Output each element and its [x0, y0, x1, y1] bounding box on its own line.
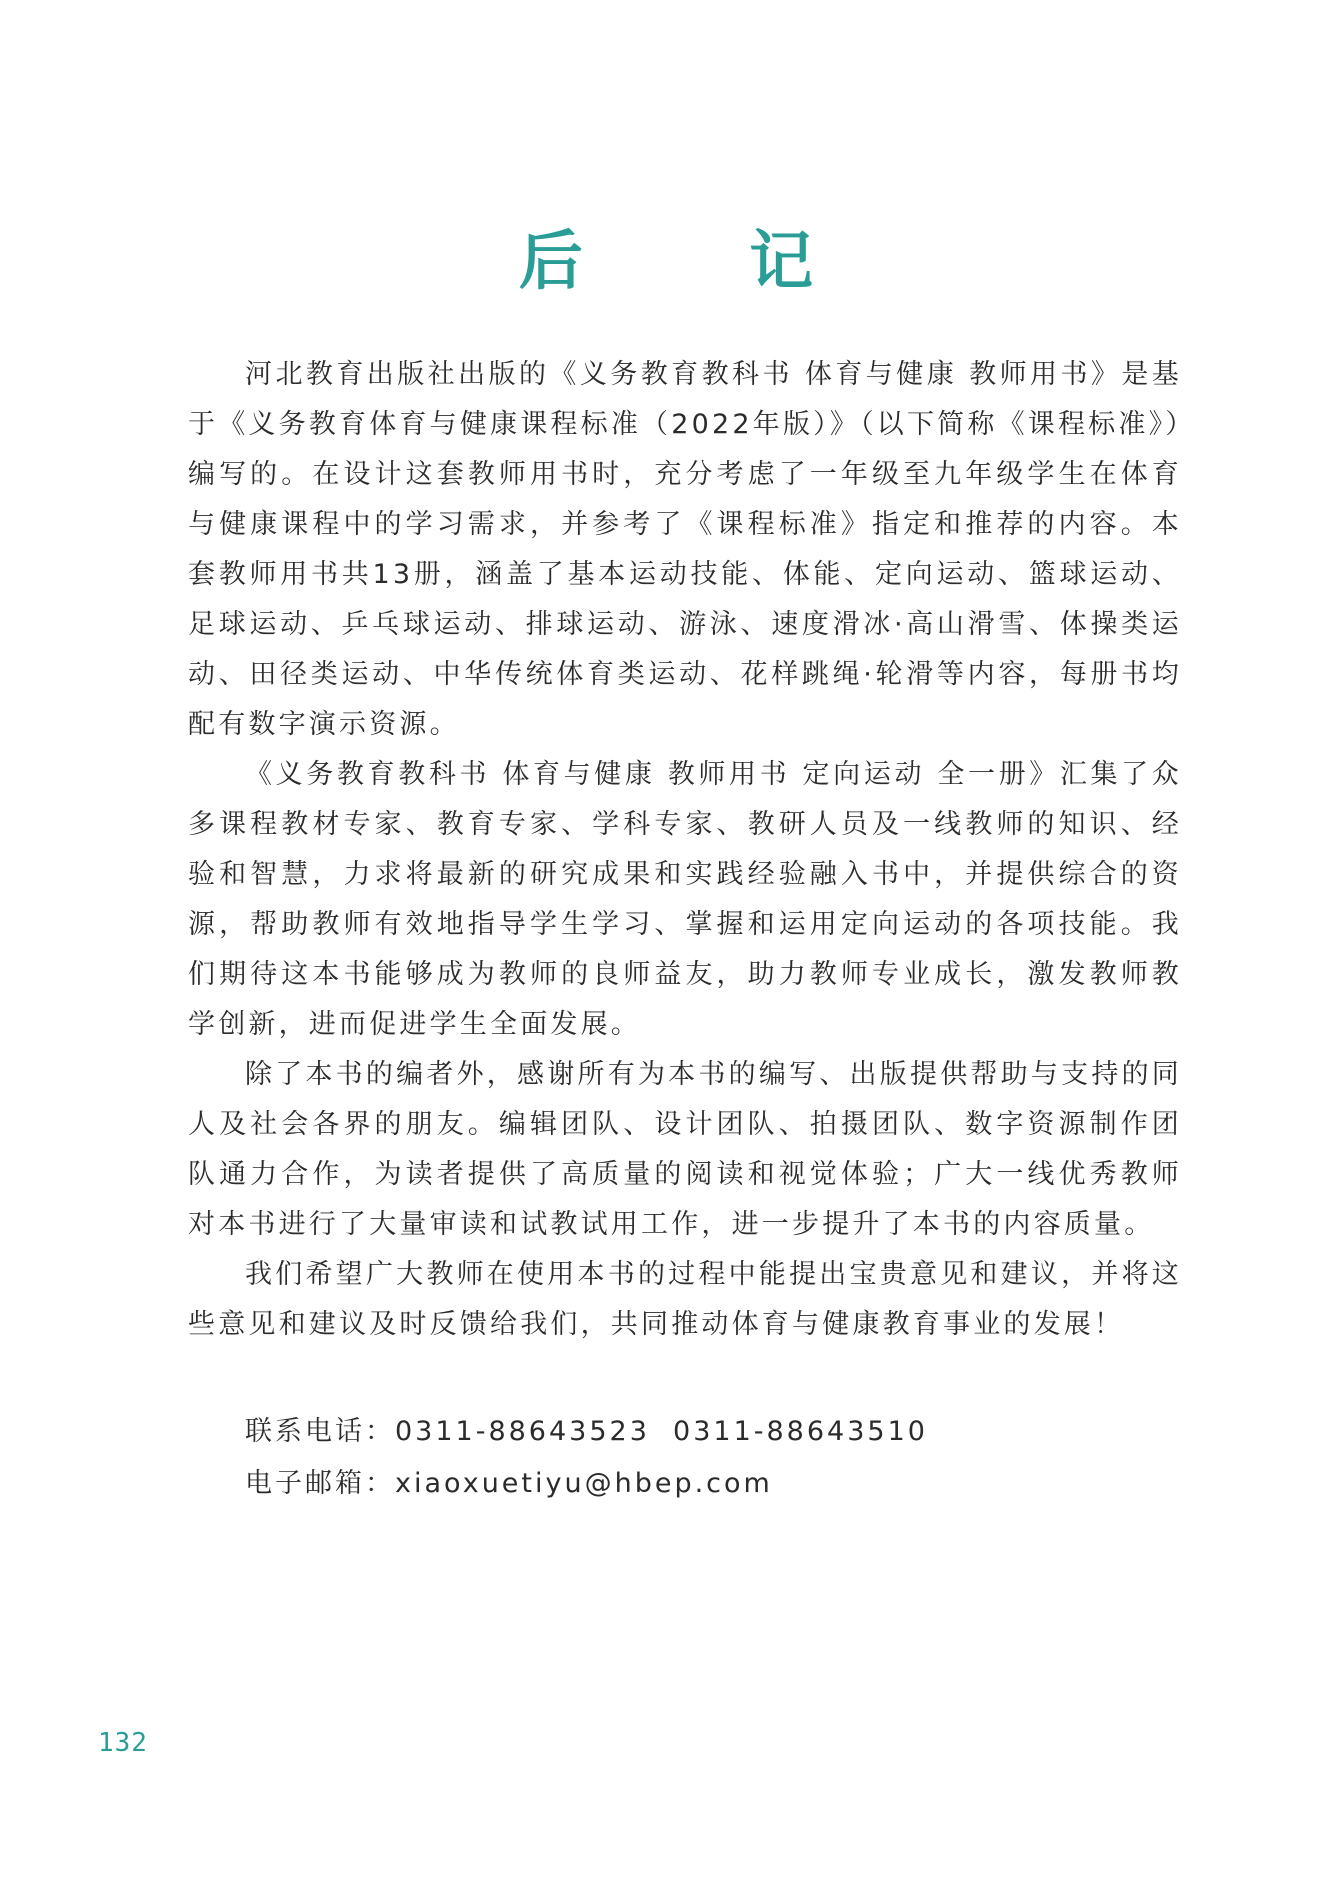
- email-label: 电子邮箱：: [245, 1468, 395, 1499]
- paragraph-feedback: 我们希望广大教师在使用本书的过程中能提出宝贵意见和建议，并将这些意见和建议及时反馈给我们，共同推动体育与健康教育事业的发展！: [188, 1259, 1182, 1340]
- body-text: [188, 350, 1182, 1350]
- contact-email: [245, 1458, 1145, 1510]
- page-number: 132: [98, 1728, 148, 1758]
- phone-value: 0311-88643523 0311-88643510: [395, 1416, 928, 1447]
- paragraph-acknowledgements: 除了本书的编者外，感谢所有为本书的编写、出版提供帮助与支持的同人及社会各界的朋友。编辑团队、设计团队、拍摄团队、数字资源制作团队通力合作，为读者提供了高质量的阅读和视觉体验；广大一线优秀教师对本书进行了大量审读和试教试用工作，进一步提升了本书的内容质量。: [188, 1059, 1182, 1240]
- phone-label: 联系电话：: [245, 1416, 395, 1447]
- email-value: xiaoxuetiyu@hbep.com: [395, 1468, 773, 1499]
- contact-phone: [245, 1406, 1145, 1458]
- page-title: 后 记: [518, 224, 886, 299]
- paragraph-intro: 河北教育出版社出版的《义务教育教科书 体育与健康 教师用书》是基于《义务教育体育与健康课程标准（2022年版）》（以下简称《课程标准》）编写的。在设计这套教师用书时，充分考虑了一年级至九年级学生在体育与健康课程中的学习需求，并参考了《课程标准》指定和推荐的内容。本套教师用书共13册，涵盖了基本运动技能、体能、定向运动、篮球运动、足球运动、乒乓球运动、排球运动、游泳、速度滑冰·高山滑雪、体操类运动、田径类运动、中华传统体育类运动、花样跳绳·轮滑等内容，每册书均配有数字演示资源。: [188, 359, 1182, 740]
- contact-info: [245, 1406, 1145, 1510]
- paragraph-book-summary: 《义务教育教科书 体育与健康 教师用书 定向运动 全一册》汇集了众多课程教材专家、教育专家、学科专家、教研人员及一线教师的知识、经验和智慧，力求将最新的研究成果和实践经验融入书中，并提供综合的资源，帮助教师有效地指导学生学习、掌握和运用定向运动的各项技能。我们期待这本书能够成为教师的良师益友，助力教师专业成长，激发教师教学创新，进而促进学生全面发展。: [188, 759, 1182, 1040]
